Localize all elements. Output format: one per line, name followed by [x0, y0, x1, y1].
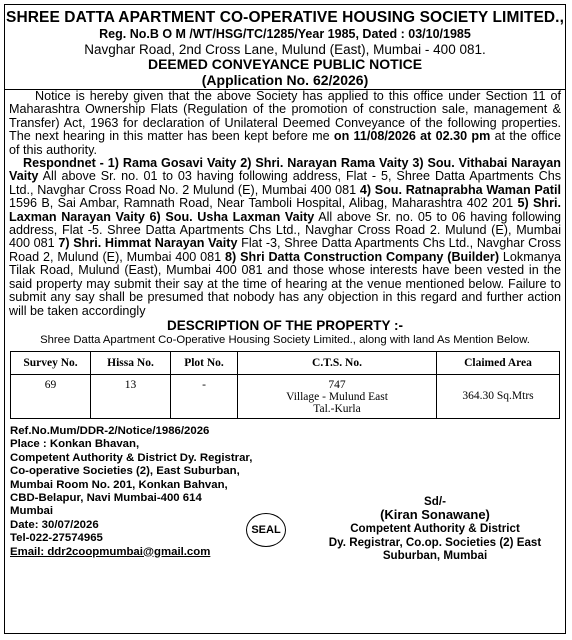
registration-line: Reg. No.B O M /WT/HSG/TC/1285/Year 1985, Dated : 03/10/1985	[99, 27, 471, 41]
respondent-4: 4) Sou. Ratnaprabha Waman Patil	[359, 182, 561, 197]
cts-taluka: Tal.-Kurla	[313, 402, 361, 415]
office-line: Mumbai	[10, 505, 54, 518]
respondent-7: 7) Shri. Himmat Narayan Vaity	[58, 236, 238, 251]
description-title: DESCRIPTION OF THE PROPERTY :-	[166, 317, 404, 333]
notice-footer	[5, 419, 565, 589]
notice-header	[5, 9, 565, 88]
table-row	[11, 374, 560, 418]
hearing-date: on 11/08/2026 at 02.30 pm	[333, 129, 491, 144]
cell-plot-no: -	[171, 374, 238, 418]
application-number: (Application No. 62/2026)	[201, 72, 369, 88]
society-address: Navghar Road, 2nd Cross Lane, Mulund (East), Mumbai - 400 081.	[84, 42, 486, 57]
designation-line: Suburban, Mumbai	[382, 549, 488, 563]
notice-date: Date: 30/07/2026	[10, 518, 99, 531]
office-line: Co-operative Societies (2), East Suburban,	[10, 465, 240, 478]
signature-block	[310, 495, 560, 563]
notice-body	[5, 90, 565, 318]
notice-title: DEEMED CONVEYANCE PUBLIC NOTICE	[147, 56, 423, 72]
office-line: Competent Authority & District Dy. Registrar,	[10, 451, 253, 464]
respondents-1-3-address: All above Sr. no. 01 to 03 having following address, Flat - 5, Shree Datta Apartments Chs Ltd., Navghar Cross Road No. 2 Mulund (E), Mumbai 400 081	[9, 169, 561, 197]
cts-number: 747	[328, 378, 346, 391]
email-link[interactable]: Email: ddr2coopmumbai@gmail.com	[10, 545, 211, 558]
reference-number: Ref.No.Mum/DDR-2/Notice/1986/2026	[10, 424, 210, 437]
cell-cts-no	[238, 374, 437, 418]
respondent-8-text: Lokmanya Tilak Road, Mulund (East), Mumbai 400 081 and those whose interests have been vested in the said property may submit their say at the time of hearing at the venue mentioned below. Failure to submit any say shall be presumed that nobody has any objection in this regard and further action will be taken accordingly	[9, 249, 561, 318]
respondents-1-3: Respondnet - 1) Rama Gosavi Vaity 2) Shri. Narayan Rama Vaity 3) Sou. Vithabai Narayan Vaity	[9, 156, 561, 184]
notice-text: Notice is hereby given that the above Society has applied to this office under Section 11 of Maharashtra Ownership Flats (Regulation of the promotion of construction sale, management & Transfer) Act, 1963 for declaration of Unilateral Deemed Conveyance of the following properties. The next hearing in this matter has been kept before me	[9, 89, 561, 144]
header-survey-no: Survey No.	[11, 351, 91, 374]
cell-claimed-area: 364.30 Sq.Mtrs	[437, 374, 560, 418]
header-claimed-area: Claimed Area	[437, 351, 560, 374]
signed-mark: Sd/-	[424, 494, 446, 508]
designation-line: Dy. Registrar, Co.op. Societies (2) East	[328, 535, 542, 549]
designation-line: Competent Authority & District	[350, 522, 520, 536]
cell-hissa-no: 13	[91, 374, 171, 418]
notice-text-end: at the office of this authority.	[9, 129, 561, 157]
table-header-row	[11, 351, 560, 374]
cell-survey-no: 69	[11, 374, 91, 418]
office-details	[10, 425, 252, 559]
respondent-4-address: 1596 B, Sai Ambar, Ramnath Road, Near Tamboli Hospital, Alibag, Maharashtra 402 201	[9, 196, 518, 211]
description-subtitle: Shree Datta Apartment Co-Operative Housing Society Limited., along with land As Mention Below.	[40, 333, 530, 346]
cts-village: Village - Mulund East	[286, 390, 388, 403]
respondents-5-6: 5) Shri. Laxman Narayan Vaity 6) Sou. Usha Laxman Vaity	[9, 196, 561, 224]
signatory-name: (Kiran Sonawane)	[380, 507, 490, 523]
property-table	[10, 351, 560, 419]
respondents-5-6-address: All above Sr. no. 05 to 06 having following address, Flat -5. Shree Datta Apartments Chs Ltd., Navghar Cross Road 2. Mulund (E), Mumbai 400 081	[9, 209, 561, 251]
header-cts-no: C.T.S. No.	[238, 351, 437, 374]
office-line: Mumbai Room No. 201, Konkan Bahvan,	[10, 478, 228, 491]
public-notice	[4, 4, 566, 634]
office-line: CBD-Belapur, Navi Mumbai-400 614	[10, 491, 202, 504]
society-name: SHREE DATTA APARTMENT CO-OPERATIVE HOUSING SOCIETY LIMITED.,	[6, 9, 564, 26]
header-plot-no: Plot No.	[171, 351, 238, 374]
respondents-paragraph	[9, 157, 561, 318]
header-hissa-no: Hissa No.	[91, 351, 171, 374]
place-line: Place : Konkan Bhavan,	[10, 438, 140, 451]
respondent-8: 8) Shri Datta Construction Company (Builder)	[225, 249, 500, 264]
seal-stamp: SEAL	[246, 513, 286, 547]
notice-paragraph	[9, 90, 561, 157]
respondent-7-address: Flat -3, Shree Datta Apartments Chs Ltd., Navghar Cross Road 2, Mulund (E), Mumbai 400 081	[9, 236, 561, 264]
telephone: Tel-022-27574965	[10, 532, 103, 545]
